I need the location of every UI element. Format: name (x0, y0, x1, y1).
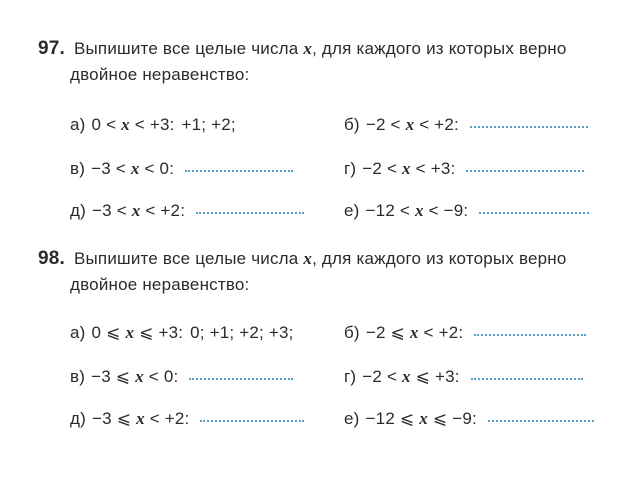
problem-statement (38, 36, 608, 88)
variable-x: x (303, 39, 313, 58)
inequality: −3 < x < 0: (91, 159, 175, 178)
statement-text-pre: Выпишите все целые числа (73, 39, 299, 58)
problem-statement (38, 246, 608, 298)
item-label: е) (344, 201, 360, 220)
inequality: 0 < x < +3: (91, 115, 175, 134)
answer-blank[interactable] (470, 124, 588, 128)
item-label: в) (70, 367, 86, 386)
item-b (344, 322, 586, 344)
item-v (70, 158, 293, 180)
answer-blank[interactable] (189, 376, 293, 380)
answer-blank[interactable] (200, 418, 304, 422)
item-g (344, 366, 583, 388)
answer-blank[interactable] (185, 168, 293, 172)
item-label: б) (344, 323, 360, 342)
answer-blank[interactable] (488, 418, 594, 422)
inequality: −2 < x < +3: (362, 159, 456, 178)
item-d (70, 408, 304, 430)
statement-text-post: , для каждого из которых верно (312, 39, 567, 58)
item-b (344, 114, 588, 136)
problem-number: 97. (38, 38, 66, 59)
answer-blank[interactable] (466, 168, 584, 172)
item-a (70, 114, 236, 136)
answer-text: 0; +1; +2; +3; (190, 323, 294, 342)
problem-number: 98. (38, 248, 66, 269)
item-label: а) (70, 115, 86, 134)
item-label: г) (344, 367, 357, 386)
item-label: е) (344, 409, 360, 428)
inequality: −2 < x ⩽ +3: (362, 367, 460, 386)
answer-blank[interactable] (471, 376, 583, 380)
inequality: −12 ⩽ x ⩽ −9: (365, 409, 477, 428)
answer-blank[interactable] (479, 210, 589, 214)
item-g (344, 158, 584, 180)
item-a (70, 322, 294, 344)
item-label: д) (70, 201, 86, 220)
statement-text-post: , для каждого из которых верно (312, 249, 567, 268)
statement-text-pre: Выпишите все целые числа (73, 249, 299, 268)
statement-line2: двойное неравенство: (70, 65, 250, 84)
inequality: −3 ⩽ x < +2: (91, 409, 190, 428)
inequality: −2 ⩽ x < +2: (365, 323, 464, 342)
inequality: 0 ⩽ x ⩽ +3: (91, 323, 184, 342)
item-d (70, 200, 304, 222)
inequality: −3 ⩽ x < 0: (91, 367, 179, 386)
item-v (70, 366, 293, 388)
statement-line2: двойное неравенство: (70, 275, 250, 294)
item-label: б) (344, 115, 360, 134)
answer-blank[interactable] (474, 332, 586, 336)
variable-x: x (303, 249, 313, 268)
inequality: −2 < x < +2: (365, 115, 459, 134)
item-label: а) (70, 323, 86, 342)
item-label: д) (70, 409, 86, 428)
inequality: −3 < x < +2: (91, 201, 186, 220)
answer-blank[interactable] (196, 210, 304, 214)
inequality: −12 < x < −9: (365, 201, 469, 220)
item-label: в) (70, 159, 86, 178)
answer-text: +1; +2; (181, 115, 236, 134)
item-label: г) (344, 159, 357, 178)
item-e (344, 408, 594, 430)
item-e (344, 200, 589, 222)
